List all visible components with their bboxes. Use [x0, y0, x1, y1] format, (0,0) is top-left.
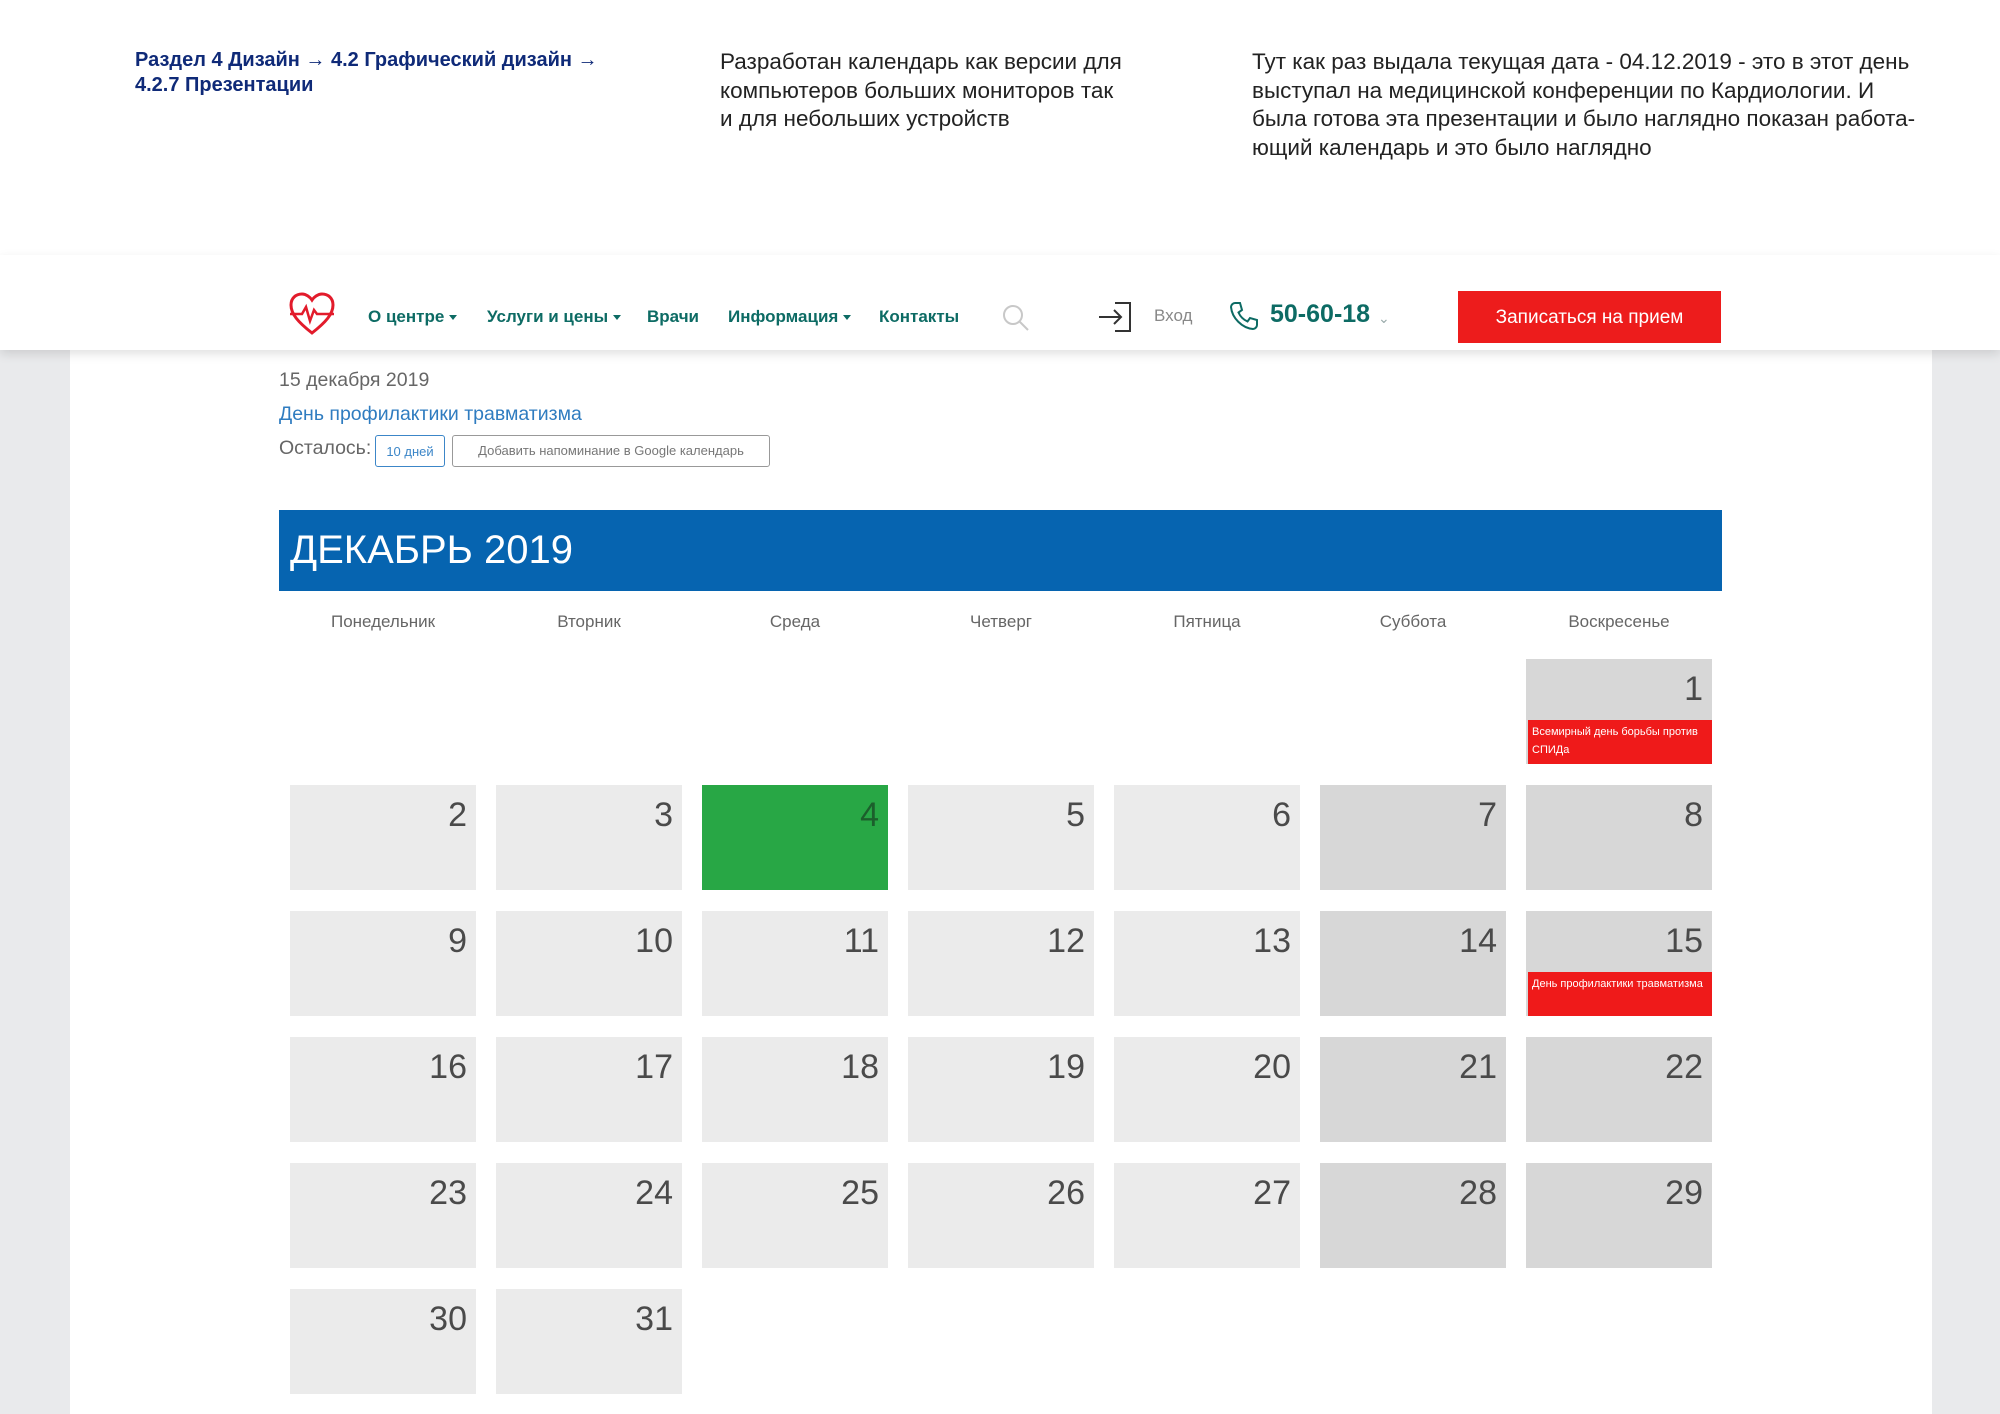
login-icon[interactable]: [1097, 300, 1133, 334]
day-number: 2: [448, 796, 467, 834]
calendar-day[interactable]: [1114, 785, 1300, 890]
event-tag[interactable]: Всемирный день борьбы против СПИДа: [1528, 720, 1712, 764]
calendar-day[interactable]: [1320, 1037, 1506, 1142]
chevron-down-icon[interactable]: ⌄: [1378, 310, 1390, 326]
nav-doctors[interactable]: [647, 305, 699, 329]
calendar-day[interactable]: [1114, 1037, 1300, 1142]
nav-doctors-label: Врачи: [647, 307, 700, 326]
calendar-day[interactable]: [702, 911, 888, 1016]
breadcrumb-line: Раздел 4 Дизайн → 4.2 Графический дизайн →: [135, 49, 598, 71]
calendar-day[interactable]: [908, 911, 1094, 1016]
calendar-day[interactable]: [908, 1163, 1094, 1268]
calendar-day[interactable]: [1526, 1037, 1712, 1142]
caret-down-icon: [449, 315, 457, 320]
day-number: 22: [1665, 1048, 1703, 1086]
day-number: 24: [635, 1174, 673, 1212]
calendar-day[interactable]: [496, 1037, 682, 1142]
caret-down-icon: [843, 315, 851, 320]
day-number: 11: [843, 922, 879, 960]
weekday-label: Суббота: [1379, 612, 1447, 631]
month-title: ДЕКАБРЬ 2019: [290, 528, 574, 572]
day-number: 9: [448, 922, 467, 960]
login-link[interactable]: Вход: [1154, 306, 1193, 325]
caret-down-icon: [613, 315, 621, 320]
remaining-label: Осталось:: [279, 437, 372, 459]
day-number: 6: [1272, 796, 1291, 834]
day-number: 12: [1047, 922, 1085, 960]
day-number: 10: [635, 922, 673, 960]
calendar-day[interactable]: [290, 1289, 476, 1394]
breadcrumb: [135, 48, 655, 98]
day-number: 27: [1253, 1174, 1291, 1212]
calendar-day[interactable]: [1526, 1163, 1712, 1268]
calendar-day[interactable]: [496, 911, 682, 1016]
day-number: 14: [1459, 922, 1497, 960]
calendar-day[interactable]: [290, 1163, 476, 1268]
nav-about-label: О центре: [368, 307, 445, 326]
calendar-day[interactable]: [290, 911, 476, 1016]
event-title-link[interactable]: День профилактики травматизма: [279, 403, 582, 425]
calendar-day[interactable]: [702, 1163, 888, 1268]
weekday-label: Понедельник: [330, 612, 436, 631]
nav-information[interactable]: [728, 305, 851, 329]
calendar-day[interactable]: [496, 1163, 682, 1268]
day-number: 3: [654, 796, 673, 834]
description-note-1: [720, 48, 1180, 134]
day-number: 7: [1478, 796, 1497, 834]
note-line: выступал на медицинской конференции по Кардиологии. И: [1252, 77, 1875, 103]
heart-logo-icon[interactable]: [288, 290, 336, 338]
calendar-day[interactable]: [496, 785, 682, 890]
day-number: 8: [1684, 796, 1703, 834]
day-number: 31: [635, 1300, 673, 1338]
note-line: Разработан календарь как версии для: [720, 49, 1122, 74]
calendar-day-today[interactable]: [702, 785, 888, 890]
calendar-day[interactable]: [496, 1289, 682, 1394]
description-note-2: [1252, 48, 1952, 162]
search-icon[interactable]: [1000, 302, 1032, 334]
breadcrumb-line: 4.2.7 Презентации: [135, 74, 314, 96]
weekday-label: Воскресенье: [1568, 612, 1670, 631]
google-calendar-reminder-button[interactable]: Добавить напоминание в Google календарь: [452, 435, 770, 467]
day-number: 20: [1253, 1048, 1291, 1086]
day-number: 13: [1253, 922, 1291, 960]
remaining-days-badge: 10 дней: [375, 435, 445, 467]
day-number: 21: [1459, 1048, 1497, 1086]
note-line: и для небольших устройств: [720, 106, 1010, 131]
event-tag[interactable]: День профилактики травматизма: [1528, 972, 1712, 1016]
day-number: 15: [1665, 922, 1703, 960]
calendar-day[interactable]: [702, 1037, 888, 1142]
note-line: компьютеров больших мониторов так: [720, 77, 1114, 103]
book-appointment-button[interactable]: Записаться на прием: [1458, 291, 1721, 343]
day-number: 18: [841, 1048, 879, 1086]
note-line: Тут как раз выдала текущая дата - 04.12.2019 - это в этот день: [1252, 49, 1910, 74]
note-line: была готова эта презентации и было наглядно показан работа-: [1252, 106, 1916, 131]
calendar-day[interactable]: [1526, 659, 1712, 764]
nav-services[interactable]: [487, 305, 621, 329]
day-number: 17: [635, 1048, 673, 1086]
nav-services-label: Услуги и цены: [487, 307, 609, 326]
calendar-day[interactable]: [1320, 1163, 1506, 1268]
note-line: ющий календарь и это было наглядно: [1252, 134, 1652, 160]
weekday-label: Четверг: [970, 612, 1032, 631]
weekday-label: Вторник: [557, 612, 621, 631]
calendar-day[interactable]: [1320, 785, 1506, 890]
day-number: 30: [429, 1300, 467, 1338]
phone-number[interactable]: 50-60-18: [1270, 300, 1371, 328]
day-number: 23: [429, 1174, 467, 1212]
day-number: 19: [1047, 1048, 1085, 1086]
calendar-day[interactable]: [908, 785, 1094, 890]
day-number: 4: [860, 796, 879, 834]
phone-icon: [1228, 300, 1260, 332]
calendar-day[interactable]: [1114, 911, 1300, 1016]
calendar-day[interactable]: [908, 1037, 1094, 1142]
day-number: 29: [1665, 1174, 1703, 1212]
day-number: 28: [1459, 1174, 1497, 1212]
weekday-label: Пятница: [1173, 612, 1241, 631]
nav-about[interactable]: [368, 305, 457, 329]
calendar-day[interactable]: [1526, 911, 1712, 1016]
weekday-label: Среда: [769, 612, 821, 631]
day-number: 1: [1684, 670, 1703, 708]
calendar-day[interactable]: [1320, 911, 1506, 1016]
nav-contacts-label: Контакты: [879, 307, 960, 326]
nav-contacts[interactable]: [879, 305, 959, 329]
day-number: 5: [1066, 796, 1085, 834]
calendar-day[interactable]: [290, 785, 476, 890]
event-date: 15 декабря 2019: [279, 369, 430, 391]
day-number: 16: [429, 1048, 467, 1086]
calendar-day[interactable]: [290, 1037, 476, 1142]
calendar-day[interactable]: [1114, 1163, 1300, 1268]
nav-information-label: Информация: [728, 307, 839, 326]
day-number: 26: [1047, 1174, 1085, 1212]
calendar-day[interactable]: [1526, 785, 1712, 890]
day-number: 25: [841, 1174, 879, 1212]
